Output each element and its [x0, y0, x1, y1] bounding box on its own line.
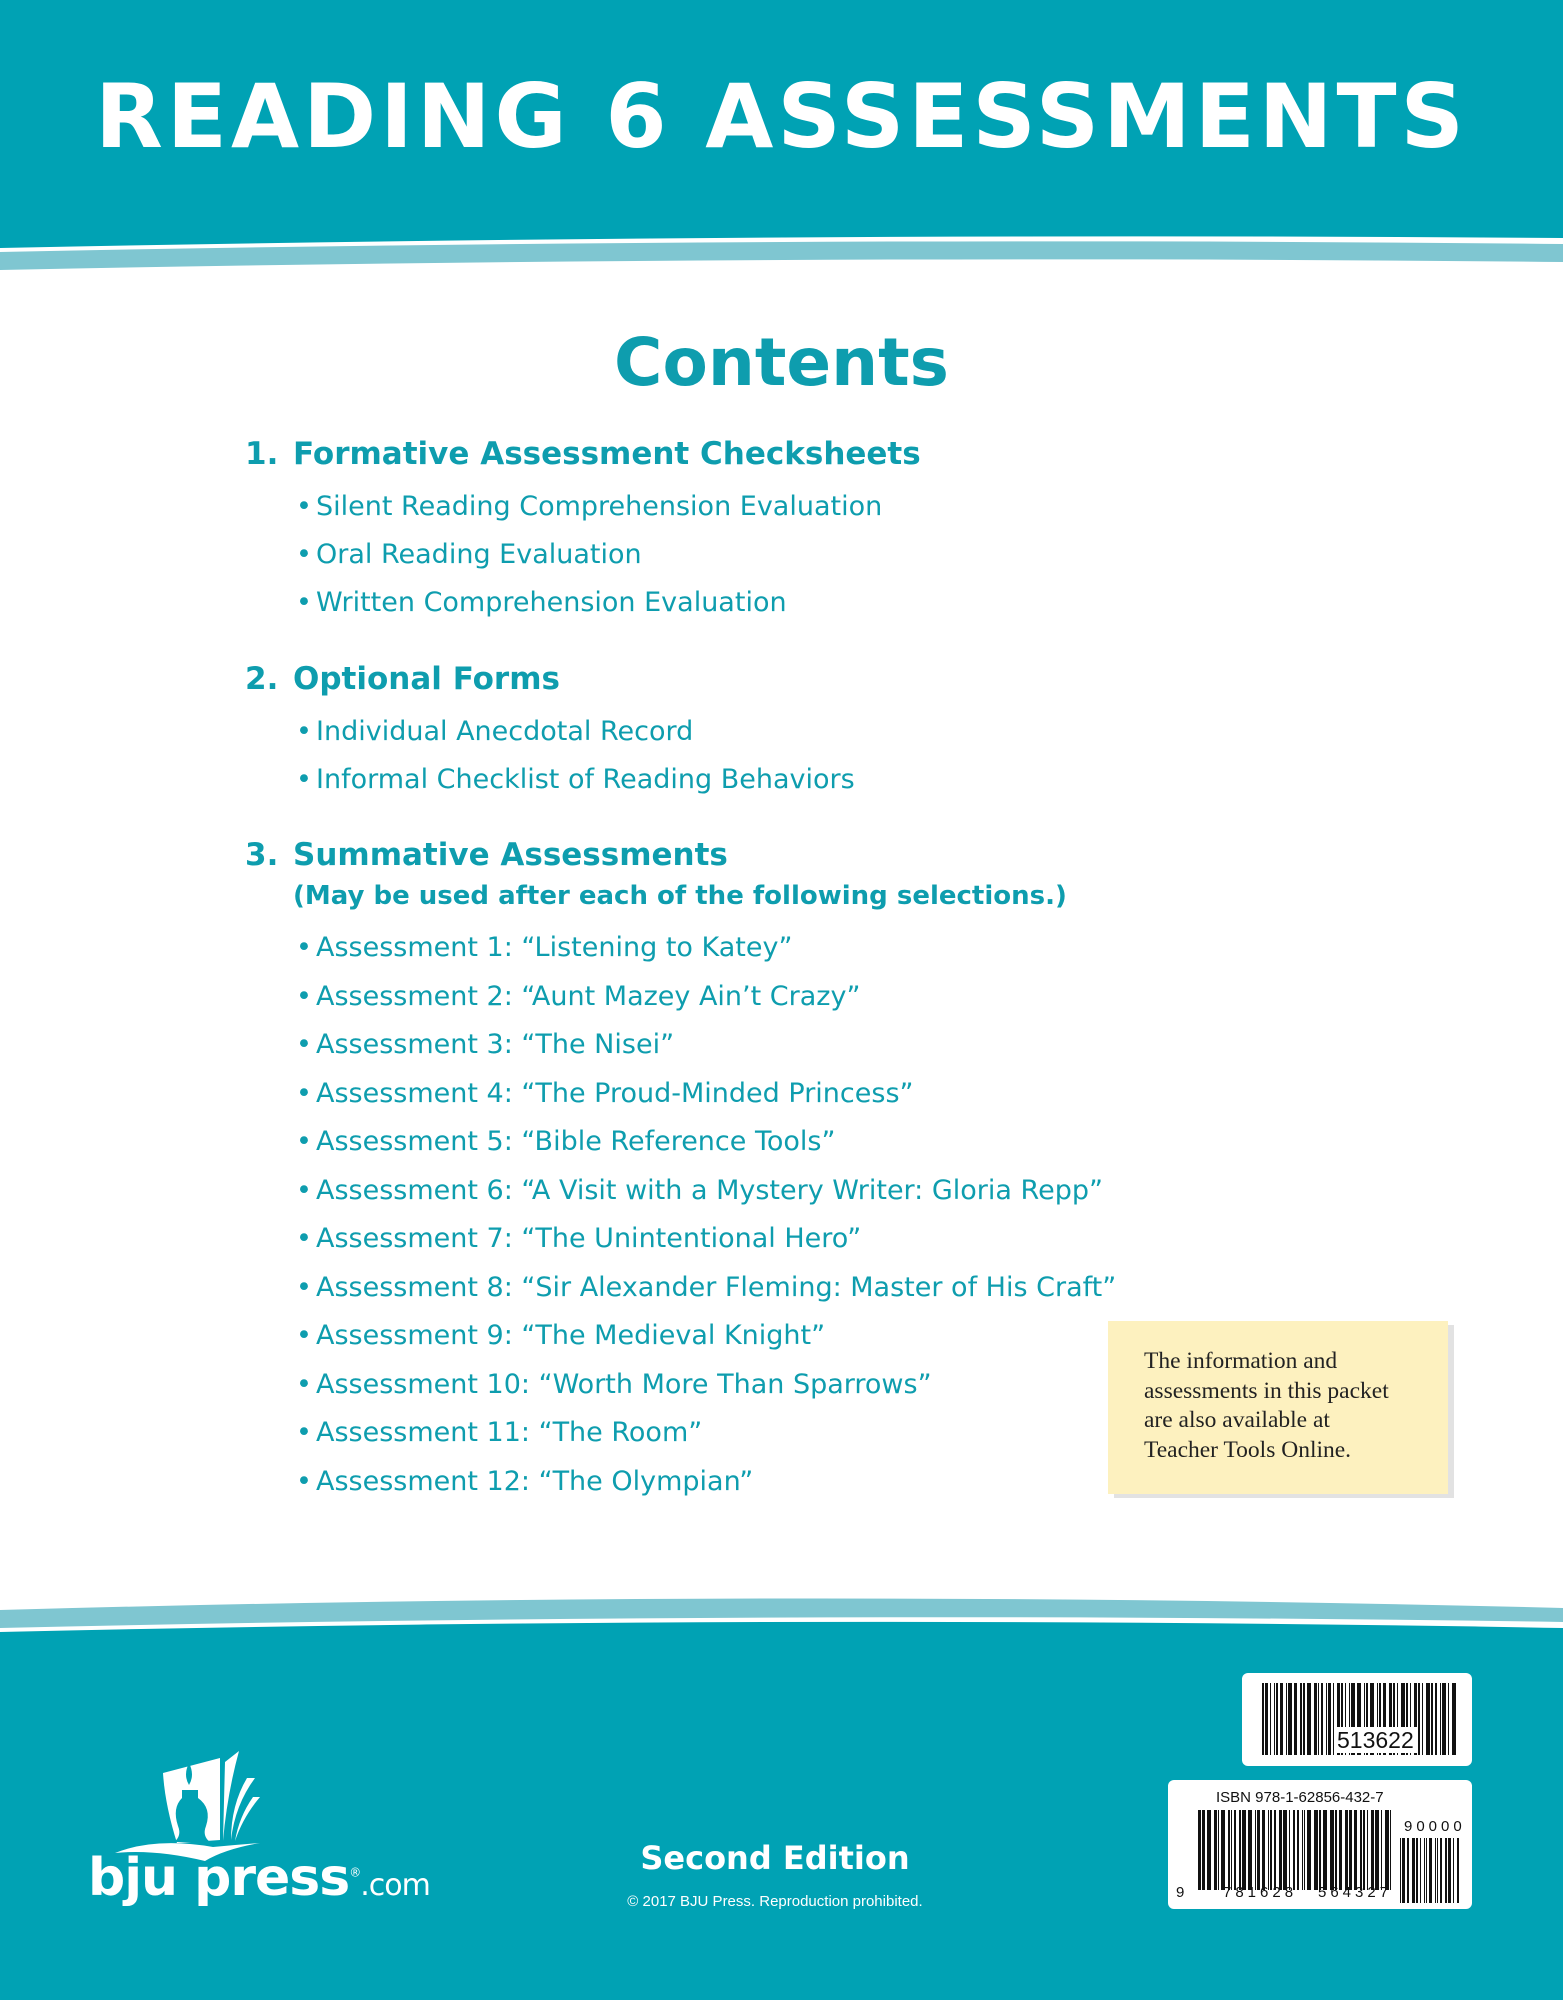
bullet-icon: •	[296, 539, 312, 570]
toc-item	[296, 583, 787, 623]
toc-item-label: Individual Anecdotal Record	[316, 716, 694, 747]
barcode-bar	[1318, 1683, 1319, 1755]
section-title: Formative Assessment Checksheets	[293, 436, 921, 472]
barcode-bar	[1262, 1683, 1264, 1755]
bullet-icon: •	[296, 716, 312, 747]
barcode-bar	[1255, 1810, 1256, 1890]
toc-item	[296, 1462, 753, 1502]
barcode-bar	[1319, 1810, 1321, 1890]
header-band	[0, 0, 1563, 280]
toc-item-label: Assessment 5: “Bible Reference Tools”	[316, 1126, 836, 1157]
toc-item-label: Assessment 11: “The Room”	[316, 1417, 703, 1448]
barcode-bar	[1314, 1810, 1318, 1890]
barcode-bar	[1231, 1810, 1232, 1890]
barcode-bar	[1280, 1683, 1283, 1755]
barcode-bar	[1330, 1810, 1334, 1890]
toc-item	[296, 1025, 674, 1065]
toc-item	[296, 1171, 1103, 1211]
barcode-bar	[1402, 1838, 1405, 1903]
toc-item-label: Assessment 10: “Worth More Than Sparrows”	[316, 1369, 932, 1400]
contents-heading: Contents	[614, 324, 949, 401]
toc-item	[296, 535, 642, 575]
barcode-bar	[1426, 1683, 1430, 1755]
barcode-bar	[1323, 1810, 1327, 1890]
logo-wordmark	[88, 1848, 430, 1908]
barcode-bar	[1198, 1810, 1201, 1890]
barcode-bar	[1274, 1810, 1276, 1890]
barcode-bar	[1420, 1838, 1421, 1903]
barcode-bar	[1279, 1810, 1282, 1890]
barcode-bar	[1440, 1683, 1441, 1755]
edition-label: Second Edition	[640, 1839, 910, 1877]
barcode-bar	[1207, 1810, 1211, 1890]
toc-item	[296, 1122, 835, 1162]
barcode-bar	[1265, 1683, 1268, 1755]
toc-item	[296, 712, 693, 752]
bullet-icon: •	[296, 587, 312, 618]
barcode-bar	[1297, 1810, 1299, 1890]
isbn-digits-left: 781628	[1223, 1884, 1298, 1901]
page-title: READING 6 ASSESSMENTS	[95, 65, 1468, 168]
bullet-icon: •	[296, 491, 312, 522]
barcode-bar	[1328, 1683, 1331, 1755]
barcode-bar	[1286, 1683, 1287, 1755]
sticky-note	[1108, 1321, 1448, 1494]
section-title: Optional Forms	[293, 661, 560, 697]
section-number: 3.	[245, 837, 279, 873]
toc-item	[296, 977, 860, 1017]
toc-item-label: Assessment 8: “Sir Alexander Fleming: Master of His Craft”	[316, 1272, 1117, 1303]
toc-item-label: Assessment 2: “Aunt Mazey Ain’t Crazy”	[316, 981, 861, 1012]
bullet-icon: •	[296, 1369, 312, 1400]
barcode-bar	[1335, 1810, 1337, 1890]
barcode-bar	[1339, 1810, 1342, 1890]
barcode-bar	[1360, 1810, 1362, 1890]
toc-item-label: Assessment 7: “The Unintentional Hero”	[316, 1223, 862, 1254]
section-heading	[245, 835, 728, 875]
toc-item	[296, 1365, 932, 1405]
toc-item	[296, 1413, 702, 1453]
toc-item-label: Assessment 1: “Listening to Katey”	[316, 932, 793, 963]
barcode-bar	[1385, 1810, 1389, 1890]
barcode-bar	[1283, 1810, 1287, 1890]
bullet-icon: •	[296, 1175, 312, 1206]
bullet-icon: •	[296, 764, 312, 795]
barcode-bar	[1416, 1838, 1418, 1903]
barcode-bar	[1202, 1810, 1205, 1890]
barcode-bar	[1288, 1683, 1292, 1755]
barcode-bar	[1221, 1810, 1225, 1890]
section-subtitle: (May be used after each of the following selections.)	[293, 881, 1067, 911]
barcode-bar	[1276, 1683, 1278, 1755]
section-title: Summative Assessments	[293, 837, 728, 873]
toc-item	[296, 1268, 1116, 1308]
barcode-bar	[1400, 1838, 1401, 1903]
barcode-bar	[1367, 1810, 1368, 1890]
barcode-bar	[1457, 1838, 1459, 1903]
barcode-bar	[1442, 1683, 1446, 1755]
bullet-icon: •	[296, 932, 312, 963]
registered-mark: ®	[349, 1865, 361, 1880]
barcode-bar	[1294, 1810, 1295, 1890]
barcode-bar	[1214, 1810, 1217, 1890]
isbn-barcode	[1168, 1780, 1472, 1909]
bullet-icon: •	[296, 981, 312, 1012]
toc-item	[296, 1316, 825, 1356]
barcode-bar	[1268, 1810, 1269, 1890]
barcode-bar	[1326, 1683, 1327, 1755]
toc-item	[296, 760, 855, 800]
barcode-bar	[1453, 1838, 1454, 1903]
barcode-bar	[1300, 1683, 1302, 1755]
barcode-bar	[1435, 1683, 1437, 1755]
barcode-bar	[1437, 1838, 1438, 1903]
barcode-bar	[1422, 1683, 1423, 1755]
section-number: 1.	[245, 436, 279, 472]
barcode-bar	[1445, 1838, 1447, 1903]
note-line: The information and	[1144, 1348, 1338, 1374]
barcode-bar	[1242, 1810, 1246, 1890]
barcode-bar	[1435, 1838, 1436, 1903]
barcode-bar	[1426, 1838, 1427, 1903]
barcode-bar	[1424, 1838, 1425, 1903]
bullet-icon: •	[296, 1466, 312, 1497]
section-number: 2.	[245, 661, 279, 697]
bullet-icon: •	[296, 1126, 312, 1157]
item-number: 513622	[1334, 1727, 1417, 1753]
barcode-bar	[1363, 1810, 1365, 1890]
barcode-bar	[1349, 1810, 1352, 1890]
barcode-bar	[1371, 1810, 1374, 1890]
barcode-bar	[1381, 1810, 1382, 1890]
barcode-bar	[1303, 1683, 1305, 1755]
barcode-bar	[1274, 1683, 1275, 1755]
barcode-bar	[1345, 1810, 1348, 1890]
barcode-bar	[1304, 1810, 1305, 1890]
toc-item-label: Silent Reading Comprehension Evaluation	[316, 491, 883, 522]
barcode-bar	[1293, 1810, 1294, 1890]
barcode-bar	[1448, 1683, 1449, 1755]
toc-item	[296, 928, 792, 968]
barcode-bar	[1239, 1810, 1241, 1890]
bullet-icon: •	[296, 1417, 312, 1448]
barcode-bar	[1257, 1810, 1260, 1890]
toc-item-label: Assessment 12: “The Olympian”	[316, 1466, 754, 1497]
barcode-bar	[1270, 1683, 1271, 1755]
barcode-bar	[1289, 1810, 1290, 1890]
copyright-text: © 2017 BJU Press. Reproduction prohibited.	[627, 1893, 923, 1910]
logo-text: bju press	[88, 1848, 350, 1908]
toc-item-label: Assessment 4: “The Proud-Minded Princess”	[316, 1078, 914, 1109]
barcode-bar	[1314, 1683, 1317, 1755]
barcode-bar	[1307, 1810, 1311, 1890]
barcode-bar	[1262, 1810, 1265, 1890]
barcode-bar	[1448, 1838, 1451, 1903]
toc-item	[296, 487, 882, 527]
barcode-bar	[1429, 1838, 1432, 1903]
barcode-bar	[1218, 1810, 1219, 1890]
toc-item-label: Oral Reading Evaluation	[316, 539, 642, 570]
toc-item	[296, 1219, 861, 1259]
bullet-icon: •	[296, 1320, 312, 1351]
barcode-bar	[1412, 1838, 1415, 1903]
price-code: 90000	[1404, 1818, 1466, 1835]
toc-item-label: Assessment 6: “A Visit with a Mystery Writer: Gloria Repp”	[316, 1175, 1103, 1206]
note-line: are also available at	[1144, 1407, 1330, 1433]
note-line: assessments in this packet	[1144, 1377, 1389, 1404]
barcode-bar	[1302, 1810, 1303, 1890]
barcode-bar	[1321, 1683, 1323, 1755]
toc-item-label: Written Comprehension Evaluation	[316, 587, 787, 618]
barcode-bar	[1407, 1838, 1409, 1903]
isbn-text: ISBN 978-1-62856-432-7	[1216, 1789, 1384, 1806]
barcode-bar	[1270, 1810, 1272, 1890]
barcode-bar	[1294, 1683, 1297, 1755]
isbn-digits-right: 564327	[1318, 1884, 1393, 1901]
logo-suffix: .com	[360, 1868, 430, 1903]
bullet-icon: •	[296, 1078, 312, 1109]
bullet-icon: •	[296, 1272, 312, 1303]
item-barcode	[1242, 1673, 1472, 1766]
isbn-digit-first: 9	[1176, 1884, 1189, 1901]
barcode-bar	[1307, 1683, 1311, 1755]
barcode-bar	[1418, 1683, 1420, 1755]
barcode-bar	[1390, 1810, 1391, 1890]
barcode-bar	[1452, 1683, 1456, 1755]
section-heading	[245, 434, 921, 474]
section-heading	[245, 659, 560, 699]
toc-item-label: Informal Checklist of Reading Behaviors	[316, 764, 855, 795]
toc-item	[296, 1074, 914, 1114]
barcode-bar	[1248, 1810, 1252, 1890]
barcode-bar	[1440, 1838, 1443, 1903]
barcode-bar	[1234, 1810, 1236, 1890]
isbn-barcode-bars	[1198, 1810, 1393, 1890]
note-line: Teacher Tools Online.	[1144, 1436, 1352, 1463]
barcode-bar	[1375, 1810, 1379, 1890]
toc-item-label: Assessment 9: “The Medieval Knight”	[316, 1320, 826, 1351]
toc-item-label: Assessment 3: “The Nisei”	[316, 1029, 675, 1060]
bullet-icon: •	[296, 1223, 312, 1254]
price-barcode-bars	[1400, 1838, 1460, 1903]
barcode-bar	[1228, 1810, 1230, 1890]
bullet-icon: •	[296, 1029, 312, 1060]
barcode-bar	[1354, 1810, 1357, 1890]
barcode-bar	[1431, 1683, 1433, 1755]
